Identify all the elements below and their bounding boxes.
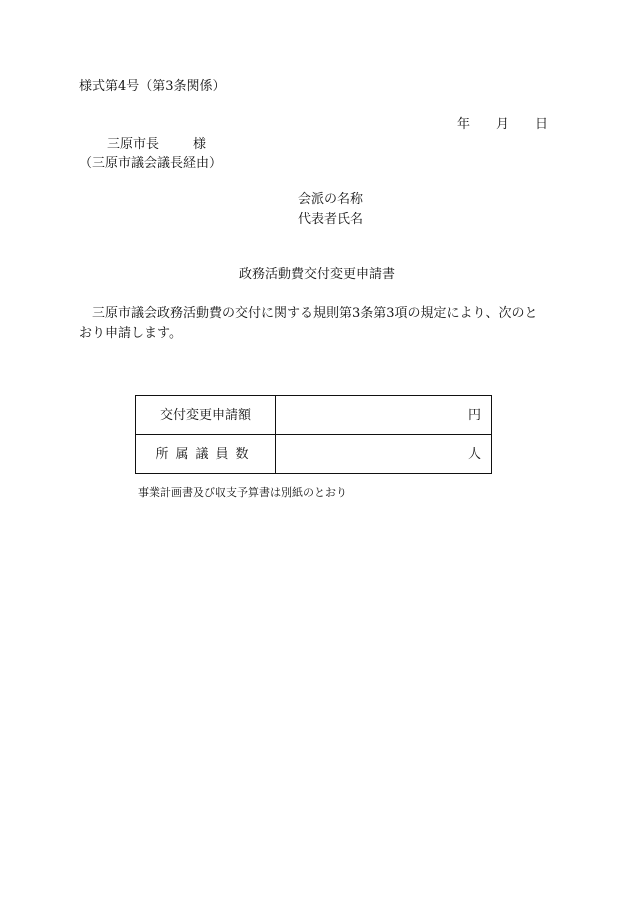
date-line <box>457 118 548 131</box>
date-month-label: 月 <box>495 117 509 132</box>
date-day-label: 日 <box>534 117 548 132</box>
application-table <box>135 395 492 474</box>
form-number: 様式第4号（第3条関係） <box>79 79 226 94</box>
member-count-label-cell: 所属議員数 <box>136 435 276 474</box>
table-row <box>136 396 492 435</box>
amount-label-cell: 交付変更申請額 <box>136 396 276 435</box>
body-text: 三原市議会政務活動費の交付に関する規則第3条第3項の規定により、次のとおり申請します。 <box>79 306 538 341</box>
document-title-text: 政務活動費交付変更申請書 <box>238 267 395 282</box>
table-note: 事業計画書及び収支予算書は別紙のとおり <box>138 486 347 499</box>
faction-name-label: 会派の名称 <box>298 192 364 207</box>
sender-block <box>298 193 363 233</box>
representative-name-label: 代表者氏名 <box>298 212 364 227</box>
addressee-suffix: 様 <box>193 137 207 152</box>
member-count-value-cell[interactable]: 人 <box>276 435 492 474</box>
routing-note: （三原市議会議長経由） <box>79 156 223 171</box>
document-title <box>0 268 630 281</box>
addressee <box>107 138 206 151</box>
date-year-label: 年 <box>456 117 470 132</box>
table-row <box>136 435 492 474</box>
amount-value-cell[interactable]: 円 <box>276 396 492 435</box>
addressee-name: 三原市長 <box>107 137 160 152</box>
